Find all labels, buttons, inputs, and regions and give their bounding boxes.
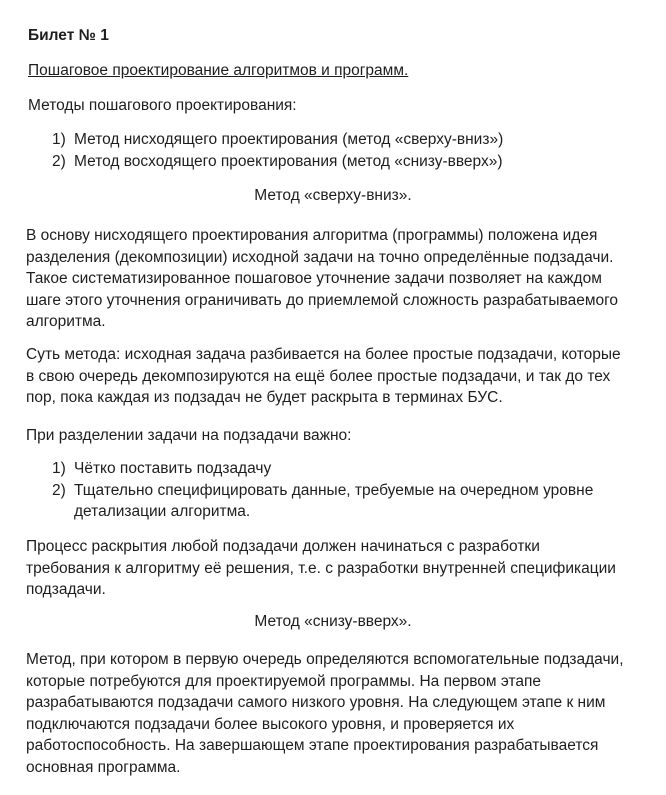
- important-list: [26, 458, 593, 523]
- paragraph-bottom-up: Метод, при котором в первую очередь определяются вспомогательные подзадачи, которые потребуются для проектируемой программы. На первом этапе разрабатываются подзадачи самого низкого уровня. На следующем этапе к ним подключаются подзадачи более высокого уровня, и проверяется их работоспособность. На завершающем этапе проектирования разрабатывается основная программа.: [26, 651, 624, 776]
- paragraph-subtask-process: Процесс раскрытия любой подзадачи должен начинаться с разработки требования к алгоритму её решения, т.е. с разработки внутренней спецификации подзадачи.: [26, 538, 616, 598]
- heading-top-down: Метод «сверху-вниз».: [254, 187, 412, 204]
- list-item: 1) Чётко поставить подзадачу: [52, 460, 272, 477]
- list-item: 2) Метод восходящего проектирования (метод «снизу-вверх»): [52, 152, 503, 170]
- ticket-title: Билет № 1: [28, 27, 109, 44]
- methods-list: [26, 129, 503, 172]
- heading-bottom-up: Метод «снизу-вверх».: [254, 613, 412, 630]
- paragraph-method-essence: Суть метода: исходная задача разбивается на более простые подзадачи, которые в свою очередь декомпозируются на ещё более простые подзадачи, и так до тех пор, пока каждая из подзадач не будет раскрыта в терминах БУС.: [26, 346, 621, 406]
- topic-heading: Пошаговое проектирование алгоритмов и программ.: [28, 62, 409, 79]
- paragraph-top-down-idea: В основу нисходящего проектирования алгоритма (программы) положена идея разделения (декомпозиции) исходной задачи на точно определённые подзадачи. Такое систематизированное пошаговое уточнение задачи позволяет на каждом шаге этого уточнения ограничивать до приемлемой сложность разрабатываемого алгоритма.: [26, 227, 619, 330]
- methods-intro: Методы пошагового проектирования:: [28, 97, 297, 114]
- list-item: 1) Метод нисходящего проектирования (метод «сверху-вниз»): [52, 131, 504, 148]
- important-intro: При разделении задачи на подзадачи важно:: [26, 427, 352, 444]
- list-item: 2) Тщательно специфицировать данные, требуемые на очередном уровне детализации алгоритма.: [52, 481, 594, 520]
